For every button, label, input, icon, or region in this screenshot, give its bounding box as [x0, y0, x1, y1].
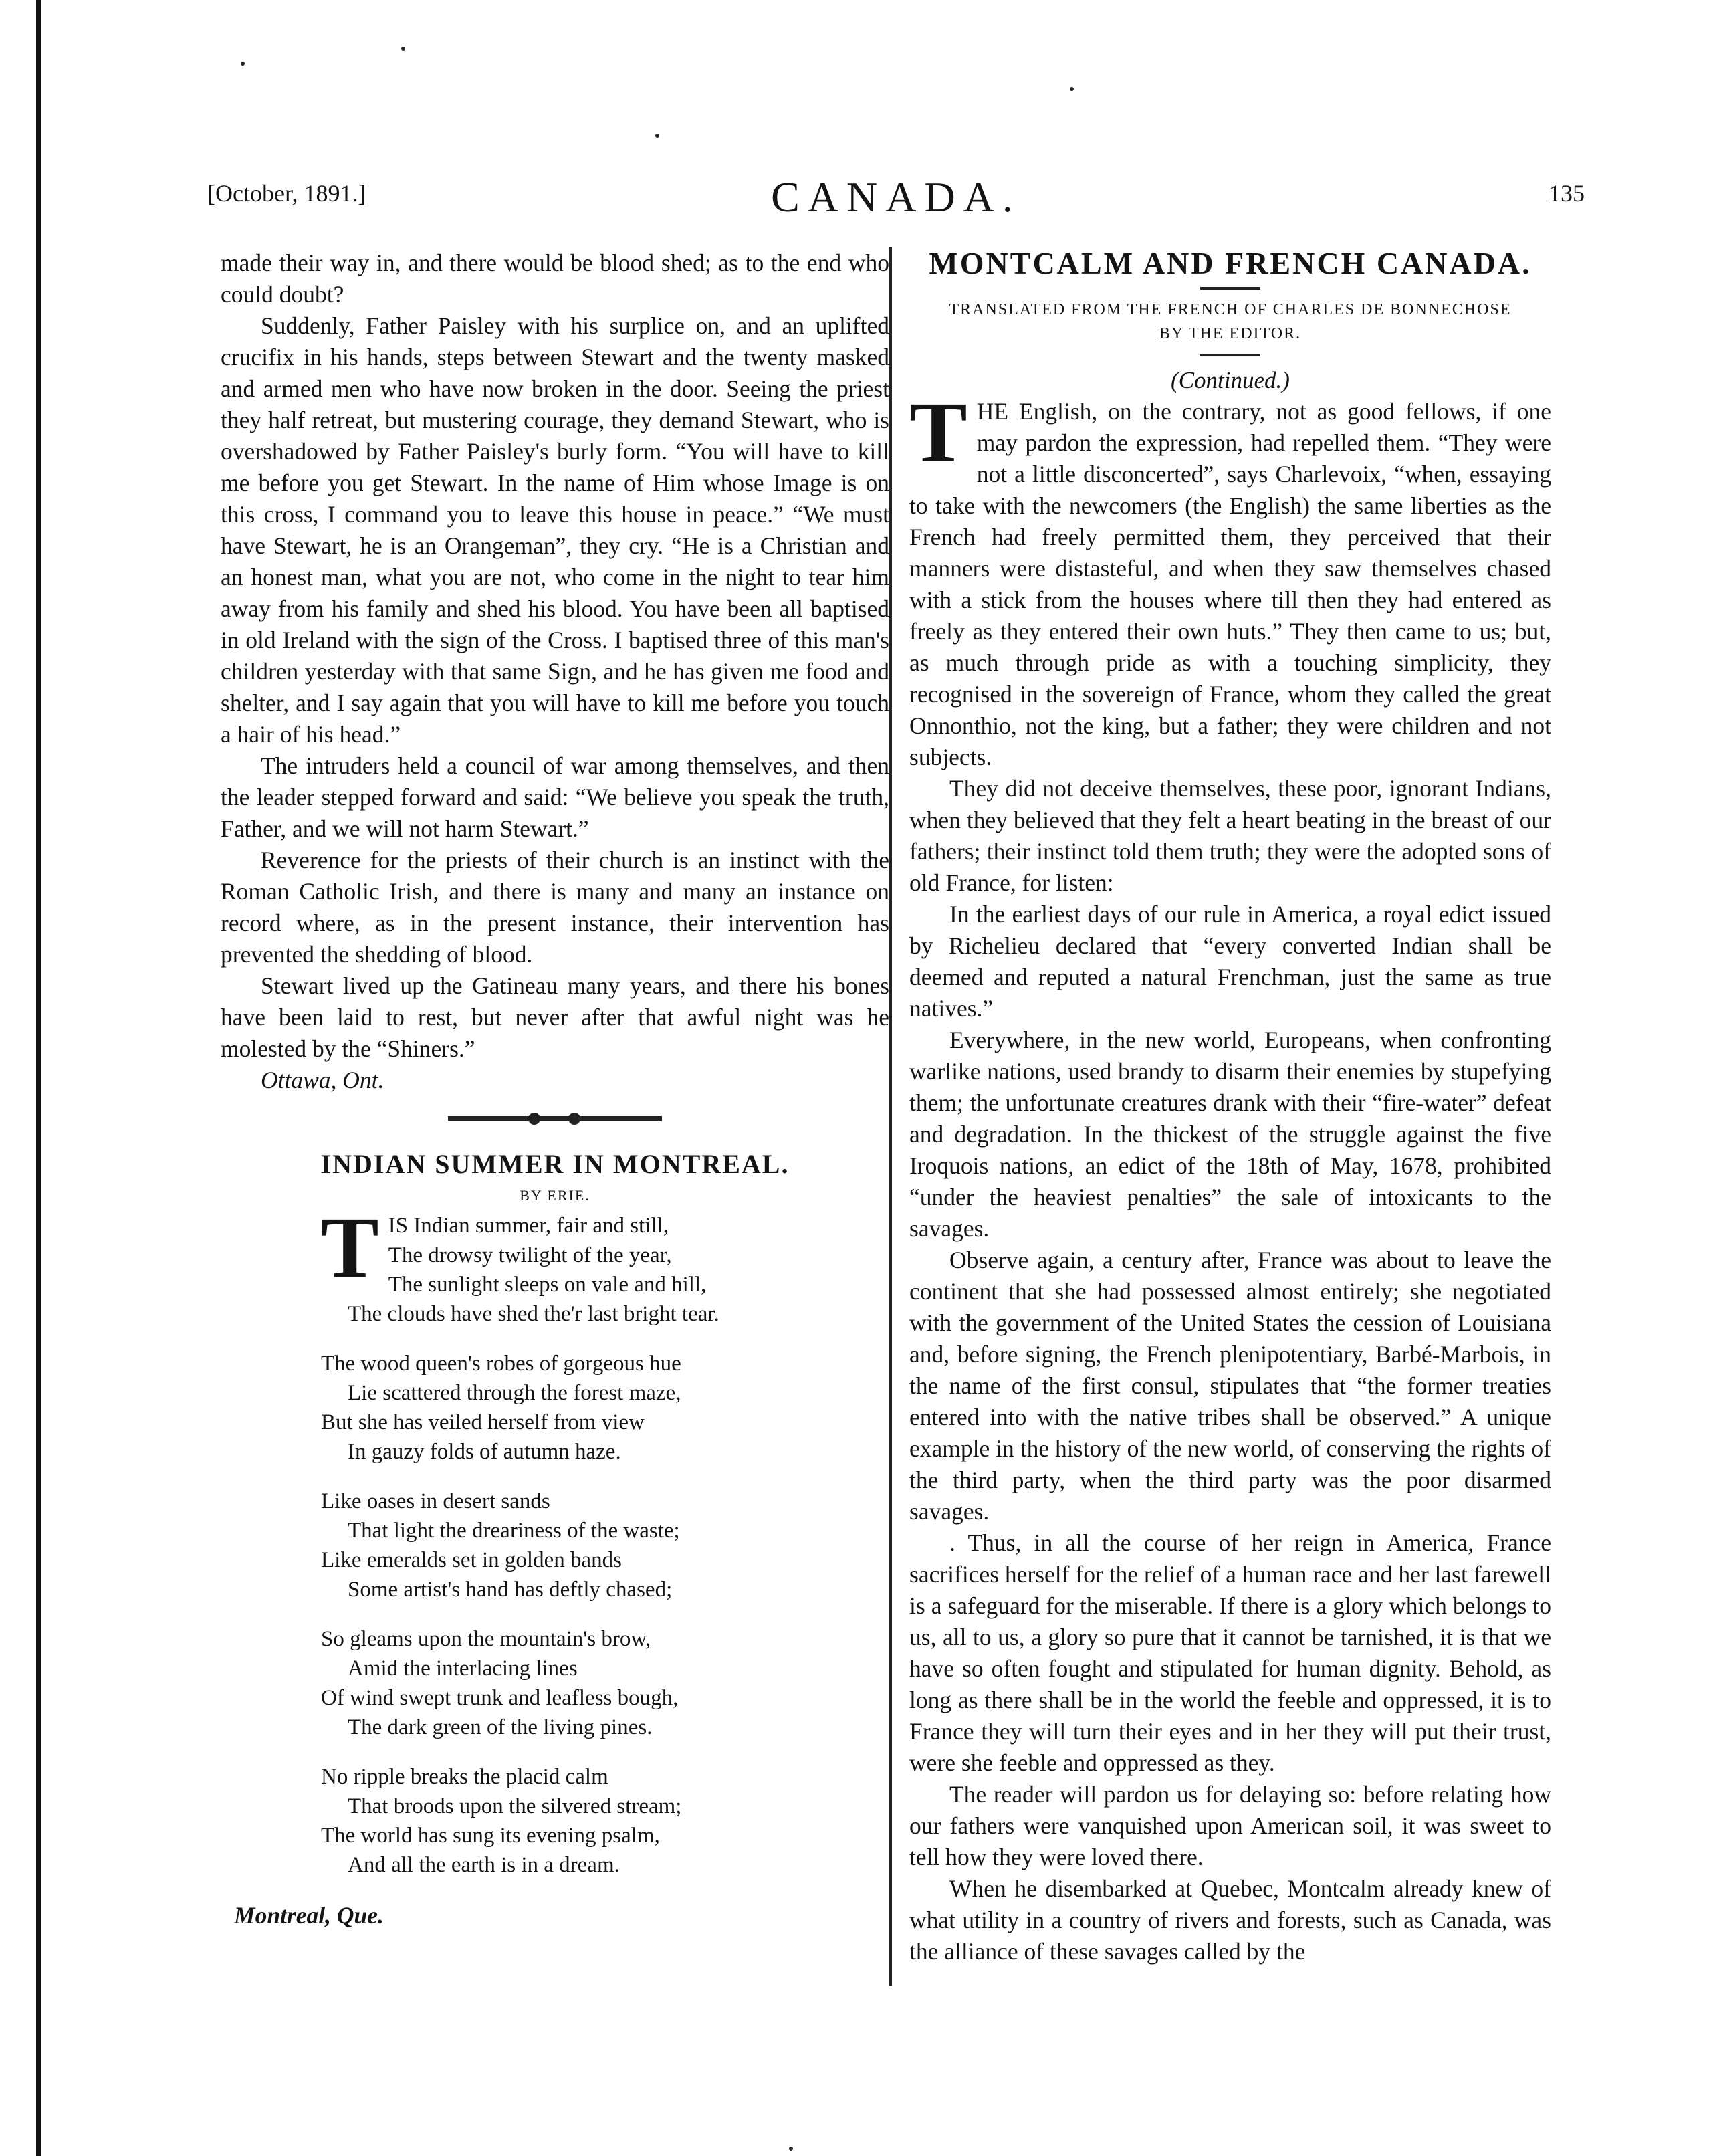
poem-line: That broods upon the silvered stream; [348, 1794, 682, 1818]
paragraph: Suddenly, Father Paisley with his surplice on, and an uplifted crucifix in his hands, steps between Stewart and the twenty masked and armed men who have now broken in the door. Seeing the priest they half retreat, but mustering courage, they demand Stewart, who is overshadowed by Father Paisley's burly form. “You will have to kill me before you get Stewart. In the name of Him whose Image is on this cross, I command you to leave this house in peace.” “We must have Stewart, he is an Orangeman”, they cry. “He is a Christian and an honest man, what you are not, who come in the night to tear him away from his family and shed his blood. You have been all baptised in old Ireland with the sign of the Cross. I baptised three of this man's children yesterday with that same Sign, and he has given me food and shelter, and I say again that you will have to kill me before you touch a hair of his head.” [221, 312, 889, 748]
poem-line: The clouds have shed the'r last bright tear. [348, 1302, 719, 1326]
paragraph: They did not deceive themselves, these poor, ignorant Indians, when they believed that they felt a heart beating in the breast of our fathers; their instinct told them truth; they were the adopted sons of old France, for listen: [909, 775, 1551, 896]
poem-stanza [321, 1762, 889, 1880]
print-speck [241, 62, 245, 66]
paragraph: made their way in, and there would be blood shed; as to the end who could doubt? [221, 249, 889, 308]
paragraph [909, 385, 1551, 773]
poem-line: Like oases in desert sands [321, 1489, 550, 1513]
paragraph: In the earliest days of our rule in America, a royal edict issued by Richelieu declared that “every converted Indian shall be deemed and reputed a natural Frenchman, just the same as true natives.” [909, 901, 1551, 1022]
magazine-title: CANADA. [771, 173, 1021, 221]
right-column [909, 247, 1551, 1967]
poem-dropcap: T [321, 1200, 379, 1296]
paragraph: When he disembarked at Quebec, Montcalm already knew of what utility in a country of rivers and forests, such as Canada, was the alliance of these savages called by the [909, 1875, 1551, 1965]
paragraph: Observe again, a century after, France was about to leave the continent that she had possessed almost entirely; she negotiated with the government of the United States the cession of Louisiana and, before signing, the French plenipotentiary, Barbé-Marbois, in the name of the first consul, stipulates that “the former treaties entered into with the native tribes shall be observed.” A unique example in the history of the new world, of conserving the rights of the third party, when the third party was the poor disarmed savages. [909, 1247, 1551, 1525]
print-speck [655, 134, 659, 138]
page-binding-edge [36, 0, 41, 2156]
page-number: 135 [1549, 180, 1585, 207]
paragraph: . Thus, in all the course of her reign in America, France sacrifices herself for the relief of a human race and her last farewell is a safeguard for the miserable. If there is a glory which belongs to us, all to us, a glory so pure that it cannot be tarnished, it is that we have so often fought and stipulated for human dignity. Behold, as long as there shall be in the world the feeble and oppressed, it is to France they will turn their eyes and in her they will put their trust, were she feeble and oppressed as they. [909, 1529, 1551, 1776]
title-rule [1200, 287, 1260, 290]
poem-byline: BY ERIE. [520, 1187, 590, 1204]
poem-signature: Montreal, Que. [234, 1902, 384, 1929]
column-divider [889, 247, 892, 1986]
article-dropcap: T [909, 385, 967, 481]
poem-title: INDIAN SUMMER IN MONTREAL. [320, 1149, 790, 1179]
paragraph: Reverence for the priests of their church is an instinct with the Roman Catholic Irish, and there is many and many an instance on record where, as in the present instance, their intervention has prevented the shedding of blood. [221, 847, 889, 968]
poem-line: The dark green of the living pines. [348, 1715, 653, 1739]
article-title: MONTCALM AND FRENCH CANADA. [929, 246, 1532, 280]
print-speck [1070, 87, 1074, 91]
continued-label: (Continued.) [1171, 367, 1290, 393]
print-speck [401, 47, 405, 51]
poem-line: That light the dreariness of the waste; [348, 1519, 680, 1543]
poem-line: The drowsy twilight of the year, [388, 1243, 672, 1267]
poem-line: So gleams upon the mountain's brow, [321, 1627, 651, 1651]
poem-line: Like emeralds set in golden bands [321, 1548, 622, 1572]
section-ornament [448, 1116, 662, 1121]
paragraph: The reader will pardon us for delaying so: before relating how our fathers were vanquished upon American soil, it was sweet to tell how they were loved there. [909, 1781, 1551, 1870]
poem-stanza [321, 1487, 889, 1604]
print-speck [789, 2147, 793, 2151]
poem-line: Some artist's hand has deftly chased; [348, 1578, 673, 1602]
poem-line: IS Indian summer, fair and still, [388, 1214, 669, 1238]
issue-date: [October, 1891.] [207, 180, 366, 207]
paragraph-text: HE English, on the contrary, not as good fellows, if one may pardon the expression, had repelled them. “They were not a little disconcerted”, says Charlevoix, “when, essaying to take with the newcomers (the English) the same liberties as the French had freely permitted them, they perceived that their manners were distasteful, and when they saw themselves chased with a stick from the houses where till then they had entered as freely as they entered their own huts.” They then came to us; but, as much through pride as with a touching simplicity, they recognised in the sovereign of France, whom they called the great Onnonthio, not the king, but a father; they were children and not subjects. [909, 398, 1551, 770]
poem-stanza [321, 1349, 889, 1467]
poem-line: The world has sung its evening psalm, [321, 1824, 660, 1848]
poem-line: No ripple breaks the placid calm [321, 1765, 608, 1789]
poem-line: In gauzy folds of autumn haze. [348, 1440, 621, 1464]
paragraph: The intruders held a council of war among themselves, and then the leader stepped forward and said: “We believe you speak the truth, Father, and we will not harm Stewart.” [221, 752, 889, 842]
poem-line: The sunlight sleeps on vale and hill, [388, 1273, 707, 1297]
poem-line: But she has veiled herself from view [321, 1410, 645, 1434]
poem-line: The wood queen's robes of gorgeous hue [321, 1352, 681, 1376]
paragraph: Everywhere, in the new world, Europeans, when confronting warlike nations, used brandy to disarm their enemies by stupefying them; the unfortunate creatures drank with their “fire-water” defeat and degradation. In the thickest of the struggle against the five Iroquois nations, an edict of the 18th of May, 1678, prohibited “under the heaviest penalties” the sale of intoxicants to the savages. [909, 1027, 1551, 1242]
poem-line: Of wind swept trunk and leafless bough, [321, 1686, 679, 1710]
story-signature: Ottawa, Ont. [261, 1067, 384, 1093]
subtitle-rule [1200, 354, 1260, 356]
left-column [221, 247, 889, 1931]
poem-stanza [321, 1200, 889, 1329]
poem-line: And all the earth is in a dream. [348, 1853, 620, 1877]
article-subtitle: TRANSLATED FROM THE FRENCH OF CHARLES DE BONNECHOSE [949, 301, 1512, 318]
paragraph: Stewart lived up the Gatineau many years, and there his bones have been laid to rest, but never after that awful night was he molested by the “Shiners.” [221, 972, 889, 1062]
article-byline: BY THE EDITOR. [1159, 325, 1302, 342]
poem-line: Amid the interlacing lines [348, 1656, 578, 1681]
poem-stanza [321, 1624, 889, 1742]
page-header [207, 175, 1585, 229]
poem [221, 1200, 889, 1880]
poem-line: Lie scattered through the forest maze, [348, 1381, 681, 1405]
